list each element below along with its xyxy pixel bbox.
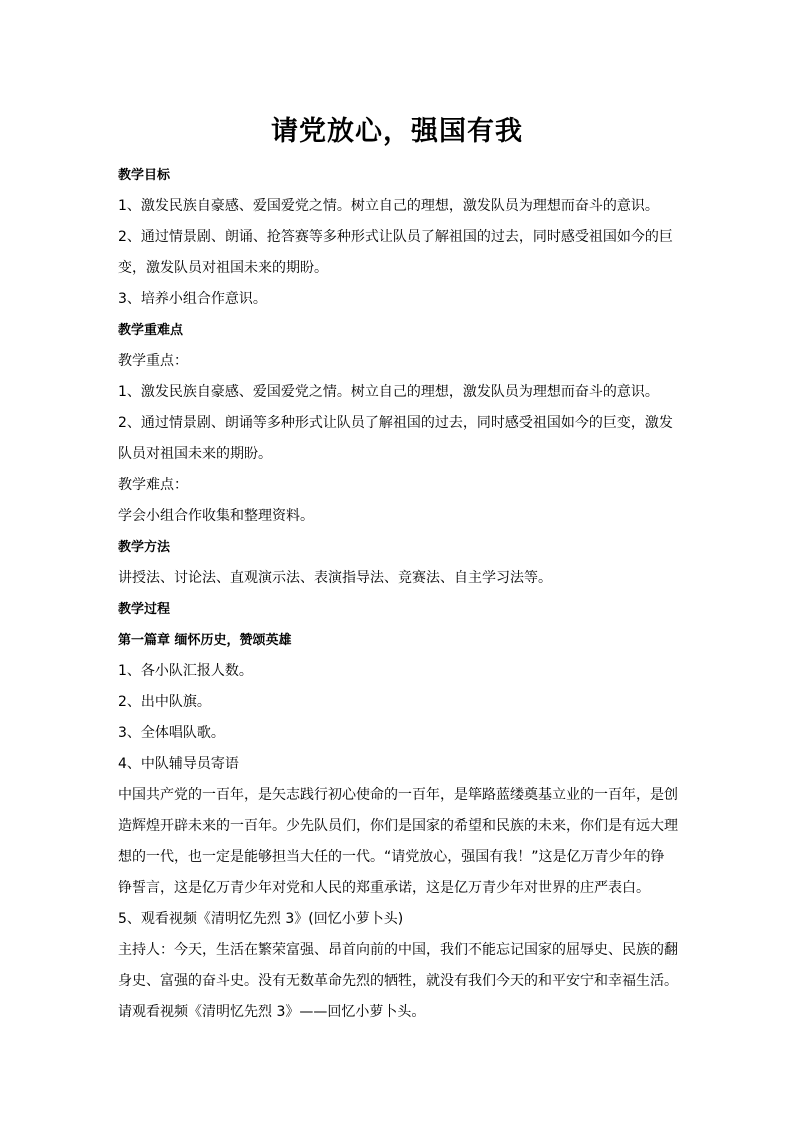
text-line: 变，激发队员对祖国未来的期盼。 — [118, 260, 328, 276]
text-line: 讲授法、讨论法、直观演示法、表演指导法、竞赛法、自主学习法等。 — [118, 570, 552, 586]
text-line: 2、通过情景剧、朗诵、抢答赛等多种形式让队员了解祖国的过去，同时感受祖国如今的巨 — [118, 229, 673, 245]
text-line: 造辉煌开辟未来的一百年。少先队员们，你们是国家的希望和民族的未来，你们是有远大理 — [118, 818, 678, 834]
section-heading: 第一篇章 缅怀历史，赞颂英雄 — [118, 633, 292, 648]
text-line: 请观看视频《清明忆先烈 3》——回忆小萝卜头。 — [118, 1004, 426, 1020]
text-line: 1、激发民族自豪感、爱国爱党之情。树立自己的理想，激发队员为理想而奋斗的意识。 — [118, 384, 659, 400]
text-line: 学会小组合作收集和整理资料。 — [118, 508, 314, 524]
section-heading: 教学重难点 — [118, 323, 184, 338]
text-line: 5、观看视频《清明忆先烈 3》(回忆小萝卜头) — [118, 911, 404, 927]
text-line: 想的一代，也一定是能够担当大任的一代。“请党放心，强国有我！”这是亿万青少年的铮 — [118, 849, 665, 865]
text-line: 教学重点： — [118, 353, 188, 369]
section-heading: 教学方法 — [118, 540, 171, 555]
text-line: 中国共产党的一百年，是矢志践行初心使命的一百年，是筚路蓝缕奠基立业的一百年，是创 — [118, 787, 678, 803]
text-line: 3、全体唱队歌。 — [118, 725, 225, 741]
text-line: 2、通过情景剧、朗诵等多种形式让队员了解祖国的过去，同时感受祖国如今的巨变，激发 — [118, 415, 673, 431]
text-line: 身史、富强的奋斗史。没有无数革命先烈的牺牲，就没有我们今天的和平安宁和幸福生活。 — [118, 973, 678, 989]
document-title: 请党放心，强国有我 — [271, 116, 523, 147]
section-heading: 教学过程 — [118, 602, 171, 617]
document-body — [118, 160, 688, 1028]
text-line: 队员对祖国未来的期盼。 — [118, 446, 272, 462]
section-heading: 教学目标 — [118, 168, 171, 183]
text-line: 主持人：今天，生活在繁荣富强、昂首向前的中国，我们不能忘记国家的屈辱史、民族的翻 — [118, 942, 678, 958]
text-line: 3、培养小组合作意识。 — [118, 291, 267, 307]
text-line: 1、各小队汇报人数。 — [118, 663, 253, 679]
text-line: 铮誓言，这是亿万青少年对党和人民的郑重承诺，这是亿万青少年对世界的庄严表白。 — [118, 880, 650, 896]
text-line: 2、出中队旗。 — [118, 694, 211, 710]
text-line: 1、激发民族自豪感、爱国爱党之情。树立自己的理想，激发队员为理想而奋斗的意识。 — [118, 198, 659, 214]
text-line: 教学难点： — [118, 477, 188, 493]
text-line: 4、中队辅导员寄语 — [118, 756, 239, 772]
